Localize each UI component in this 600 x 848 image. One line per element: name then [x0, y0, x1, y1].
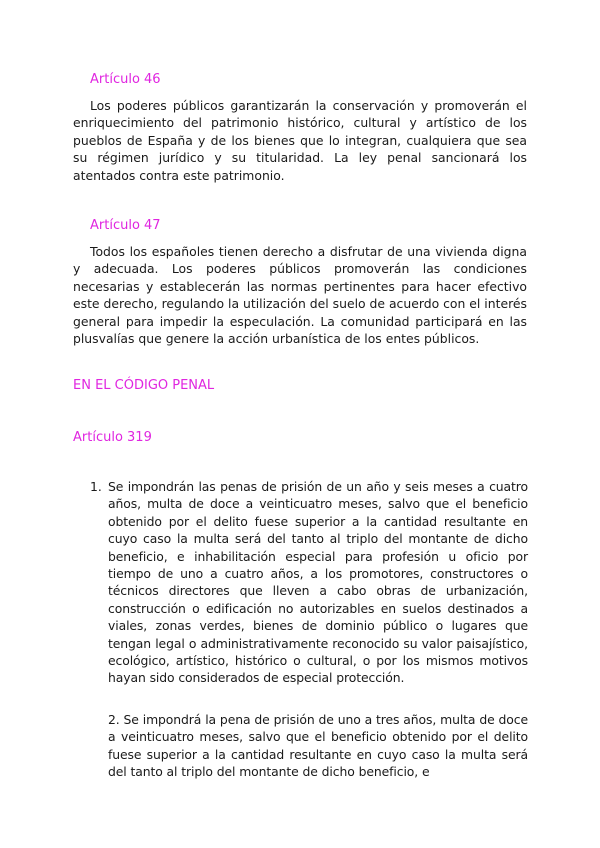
article-47-paragraph: Todos los españoles tienen derecho a disfrutar de una vivienda digna y adecuada. Los poderes públicos promoverán las condiciones necesarias y establecerán las normas pertinentes para hacer efectivo este derecho, regulando la utilización del suelo de acuerdo con el interés general para impedir la especulación. La comunidad participará en las plusvalías que genere la acción urbanística de los entes públicos. — [73, 244, 527, 347]
article-46-paragraph: Los poderes públicos garantizarán la conservación y promoverán el enriquecimiento del patrimonio histórico, cultural y artístico de los pueblos de España y de los bienes que lo integran, cualquiera que sea su régimen jurídico y su titularidad. La ley penal sancionará los atentados contra este patrimonio. — [73, 98, 527, 183]
article-319-item-1: Se impondrán las penas de prisión de un año y seis meses a cuatro años, multa de doce a veinticuatro meses, salvo que el beneficio obtenido por el delito fuese superior a la cantidad resultante en cuyo caso la multa será del tanto al triplo del montante de dicho beneficio, e inhabilitación especial para profesión u oficio por tiempo de uno a cuatro años, a los promotores, constructores o técnicos directores que lleven a cabo obras de urbanización, construcción o edificación no autorizables en suelos destinados a viales, zonas verdes, bienes de dominio público o lugares que tengan legal o administrativamente reconocido su valor paisajístico, ecológico, artístico, histórico o cultural, o por los mismos motivos hayan sido considerados de especial protección. — [108, 479, 528, 686]
article-319-item-2: 2. Se impondrá la pena de prisión de uno a tres años, multa de doce a veinticuatro meses, salvo que el beneficio obtenido por el delito fuese superior a la cantidad resultante en cuyo caso la multa será del tanto al triplo del montante de dicho beneficio, e — [108, 712, 528, 780]
article-319-heading: Artículo 319 — [73, 430, 152, 445]
section-heading: EN EL CÓDIGO PENAL — [73, 378, 215, 393]
list-item-number: 1. — [90, 479, 102, 494]
article-47-heading: Artículo 47 — [90, 218, 161, 233]
article-46-heading: Artículo 46 — [90, 72, 161, 87]
